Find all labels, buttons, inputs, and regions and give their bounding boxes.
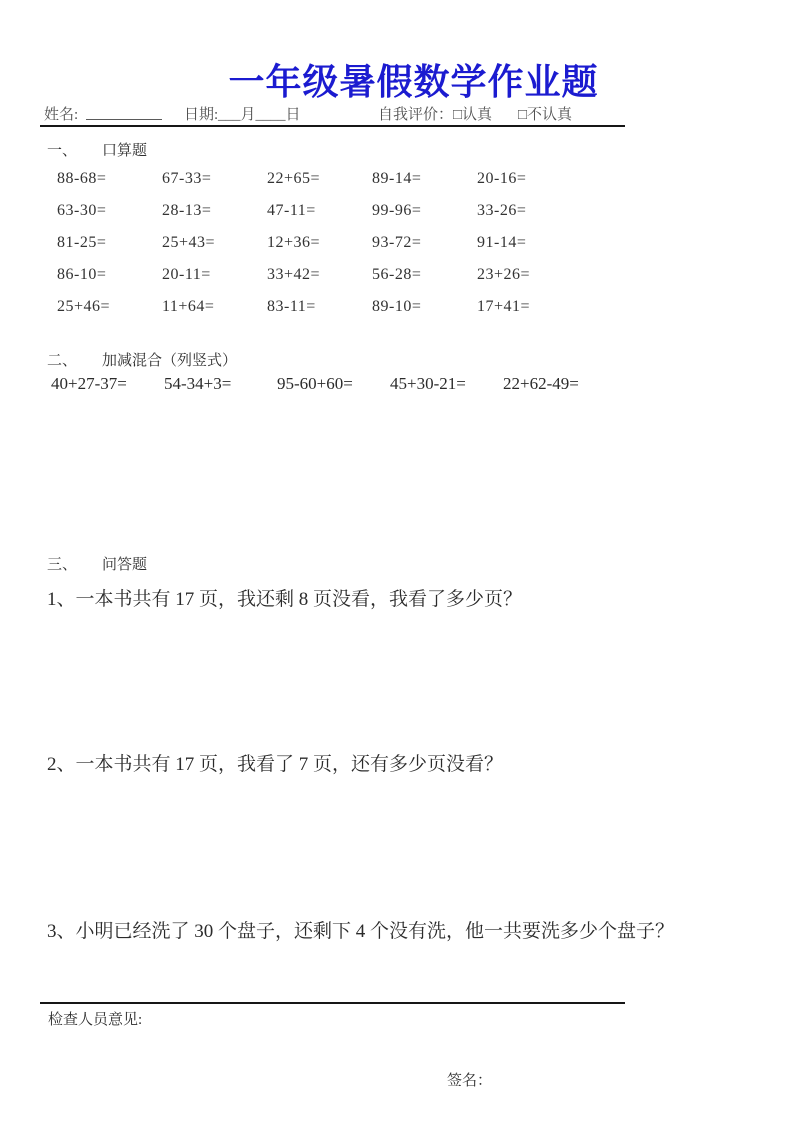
section2-title: 加减混合（列竖式） (102, 353, 238, 369)
self-eval-label: 自我评价： (378, 107, 454, 123)
math-problem: 25+43= (162, 234, 216, 251)
math-problem: 93-72= (372, 234, 422, 251)
section2-number: 二、 (47, 353, 78, 369)
section1-title: 口算题 (102, 143, 148, 159)
date-blank-line: ___月____日 (218, 107, 301, 123)
math-problem: 20-16= (477, 170, 527, 187)
math-problem: 89-14= (372, 170, 422, 187)
date-label: 日期: (184, 107, 219, 123)
section3-title: 问答题 (102, 557, 148, 573)
self-eval-option-not-serious: □不认真 (518, 107, 573, 123)
word-problem-3: 3、小明已经洗了 30 个盘子，还剩下 4 个没有洗，他一共要洗多少个盘子？ (47, 921, 675, 942)
math-problem: 83-11= (267, 298, 316, 315)
name-label: 姓名: (44, 107, 79, 123)
math-problem: 63-30= (57, 202, 107, 219)
math-problem: 33-26= (477, 202, 527, 219)
math-problem: 89-10= (372, 298, 422, 315)
math-problem: 86-10= (57, 266, 107, 283)
math-problem: 22+65= (267, 170, 321, 187)
self-eval-option-serious: □认真 (453, 107, 493, 123)
math-problem: 91-14= (477, 234, 527, 251)
oral-calculation-grid (57, 170, 582, 330)
math-problem: 95-60+60= (277, 374, 353, 393)
math-problem: 81-25= (57, 234, 107, 251)
math-problem: 17+41= (477, 298, 531, 315)
word-problem-2: 2、一本书共有 17 页，我看了 7 页，还有多少页没看？ (47, 754, 504, 775)
math-problem: 56-28= (372, 266, 422, 283)
math-problem: 25+46= (57, 298, 111, 315)
math-problem: 67-33= (162, 170, 212, 187)
math-problem: 20-11= (162, 266, 211, 283)
math-problem: 12+36= (267, 234, 321, 251)
math-problem: 23+26= (477, 266, 531, 283)
name-blank-line (86, 103, 162, 120)
header-divider (40, 125, 625, 127)
word-problem-1: 1、一本书共有 17 页，我还剩 8 页没看，我看了多少页？ (47, 589, 523, 610)
footer-divider (40, 1002, 625, 1004)
math-problem: 11+64= (162, 298, 215, 315)
mixed-calculation-row (51, 374, 616, 394)
signature-label: 签名： (447, 1073, 493, 1089)
inspector-opinion-label: 检查人员意见: (48, 1012, 143, 1028)
math-problem: 28-13= (162, 202, 212, 219)
math-problem: 22+62-49= (503, 374, 579, 393)
math-problem: 88-68= (57, 170, 107, 187)
math-problem: 54-34+3= (164, 374, 232, 393)
math-problem: 99-96= (372, 202, 422, 219)
section1-number: 一、 (47, 143, 78, 159)
section3-number: 三、 (47, 557, 78, 573)
page-title: 一年级暑假数学作业题 (228, 62, 599, 102)
math-problem: 33+42= (267, 266, 321, 283)
math-problem: 47-11= (267, 202, 316, 219)
math-problem: 40+27-37= (51, 374, 127, 393)
math-problem: 45+30-21= (390, 374, 466, 393)
